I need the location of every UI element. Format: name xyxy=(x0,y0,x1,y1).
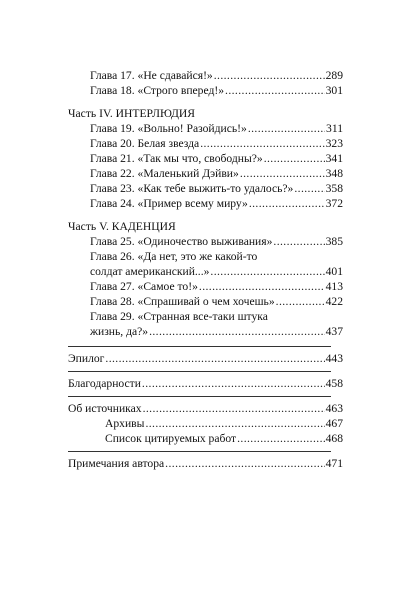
section-divider xyxy=(68,396,331,397)
toc-entry xyxy=(90,68,343,83)
dot-leader xyxy=(264,151,325,166)
toc-entry-page: 348 xyxy=(325,167,343,180)
toc-entry-page: 468 xyxy=(325,432,343,445)
toc-entry xyxy=(90,279,343,294)
section-divider xyxy=(68,451,331,452)
dot-leader xyxy=(249,196,325,211)
toc-entry-title: Глава 21. «Так мы что, свободны?» xyxy=(90,152,263,165)
dot-leader xyxy=(143,401,325,416)
toc-entry xyxy=(68,376,343,391)
toc-entry-title: Архивы xyxy=(105,417,145,430)
dot-leader xyxy=(200,136,324,151)
toc-entry xyxy=(105,416,343,431)
toc-entry xyxy=(90,136,343,151)
toc-entry xyxy=(90,166,343,181)
toc-entry-page: 437 xyxy=(325,325,343,338)
toc-entry-title-line1: Глава 26. «Да нет, это же какой-то xyxy=(90,250,258,263)
toc-entry-page: 463 xyxy=(325,402,343,415)
dot-leader xyxy=(225,83,325,98)
toc-entry-title: Глава 27. «Самое то!» xyxy=(90,280,198,293)
toc-entry-title: Список цитируемых работ xyxy=(105,432,237,445)
dot-leader xyxy=(142,376,325,391)
toc-entry-page: 401 xyxy=(325,265,343,278)
toc-entry xyxy=(90,83,343,98)
toc-entry-title: Глава 17. «Не сдавайся!» xyxy=(90,69,213,82)
toc-entry-page: 385 xyxy=(325,235,343,248)
toc-entry-page: 289 xyxy=(325,69,343,82)
toc-entry-title: Об источниках xyxy=(68,402,142,415)
toc-entry-page: 422 xyxy=(325,295,343,308)
toc-entry-title: Примечания автора xyxy=(68,457,165,470)
dot-leader xyxy=(237,431,325,446)
toc-entry xyxy=(90,294,343,309)
toc-entry xyxy=(68,456,343,471)
part-heading: Часть IV. ИНТЕРЛЮДИЯ xyxy=(68,107,196,120)
toc-entry-title: Глава 22. «Маленький Дэйви» xyxy=(90,167,239,180)
section-divider xyxy=(68,371,331,372)
dot-leader xyxy=(165,456,324,471)
dot-leader xyxy=(149,324,325,339)
toc-entry xyxy=(90,151,343,166)
toc-entry-title-line1: Глава 29. «Странная все-таки штука xyxy=(90,310,268,323)
toc-entry-page: 471 xyxy=(325,457,343,470)
toc-entry-title: Глава 28. «Спрашивай о чем хочешь» xyxy=(90,295,275,308)
toc-entry-page: 458 xyxy=(325,377,343,390)
toc-entry-title: Благодарности xyxy=(68,377,141,390)
part-heading: Часть V. КАДЕНЦИЯ xyxy=(68,220,176,233)
dot-leader xyxy=(240,166,325,181)
toc-entry xyxy=(68,351,343,366)
toc-entry-page: 372 xyxy=(325,197,343,210)
dot-leader xyxy=(273,234,324,249)
toc-entry xyxy=(105,431,343,446)
toc-entry-title: Эпилог xyxy=(68,352,105,365)
toc-entry-title-line2: жизнь, да?» xyxy=(90,325,149,338)
dot-leader xyxy=(248,121,325,136)
toc-entry-page: 341 xyxy=(325,152,343,165)
toc-entry xyxy=(90,196,343,211)
toc-entry xyxy=(68,401,343,416)
toc-entry-page: 311 xyxy=(326,122,343,135)
toc-entry xyxy=(90,324,343,339)
toc-entry-title: Глава 23. «Как тебе выжить-то удалось?» xyxy=(90,182,294,195)
toc-entry-title: Глава 25. «Одиночество выживания» xyxy=(90,235,273,248)
dot-leader xyxy=(210,264,324,279)
toc-entry-page: 301 xyxy=(325,84,343,97)
toc-entry-title: Глава 18. «Строго вперед!» xyxy=(90,84,225,97)
toc-entry-page: 443 xyxy=(325,352,343,365)
toc-entry xyxy=(90,181,343,196)
toc-entry xyxy=(90,121,343,136)
dot-leader xyxy=(276,294,325,309)
toc-entry-title: Глава 20. Белая звезда xyxy=(90,137,200,150)
dot-leader xyxy=(214,68,325,83)
dot-leader xyxy=(294,181,324,196)
dot-leader xyxy=(145,416,324,431)
dot-leader xyxy=(105,351,324,366)
dot-leader xyxy=(199,279,325,294)
toc-entry-page: 413 xyxy=(325,280,343,293)
toc-entry-title-line2: солдат американский...» xyxy=(90,265,210,278)
toc-entry-page: 358 xyxy=(325,182,343,195)
toc-entry xyxy=(90,264,343,279)
toc-entry-title: Глава 24. «Пример всему миру» xyxy=(90,197,248,210)
toc-entry-title: Глава 19. «Вольно! Разойдись!» xyxy=(90,122,247,135)
toc-entry xyxy=(90,234,343,249)
toc-entry-page: 323 xyxy=(325,137,343,150)
section-divider xyxy=(68,346,331,347)
toc-entry-page: 467 xyxy=(325,417,343,430)
